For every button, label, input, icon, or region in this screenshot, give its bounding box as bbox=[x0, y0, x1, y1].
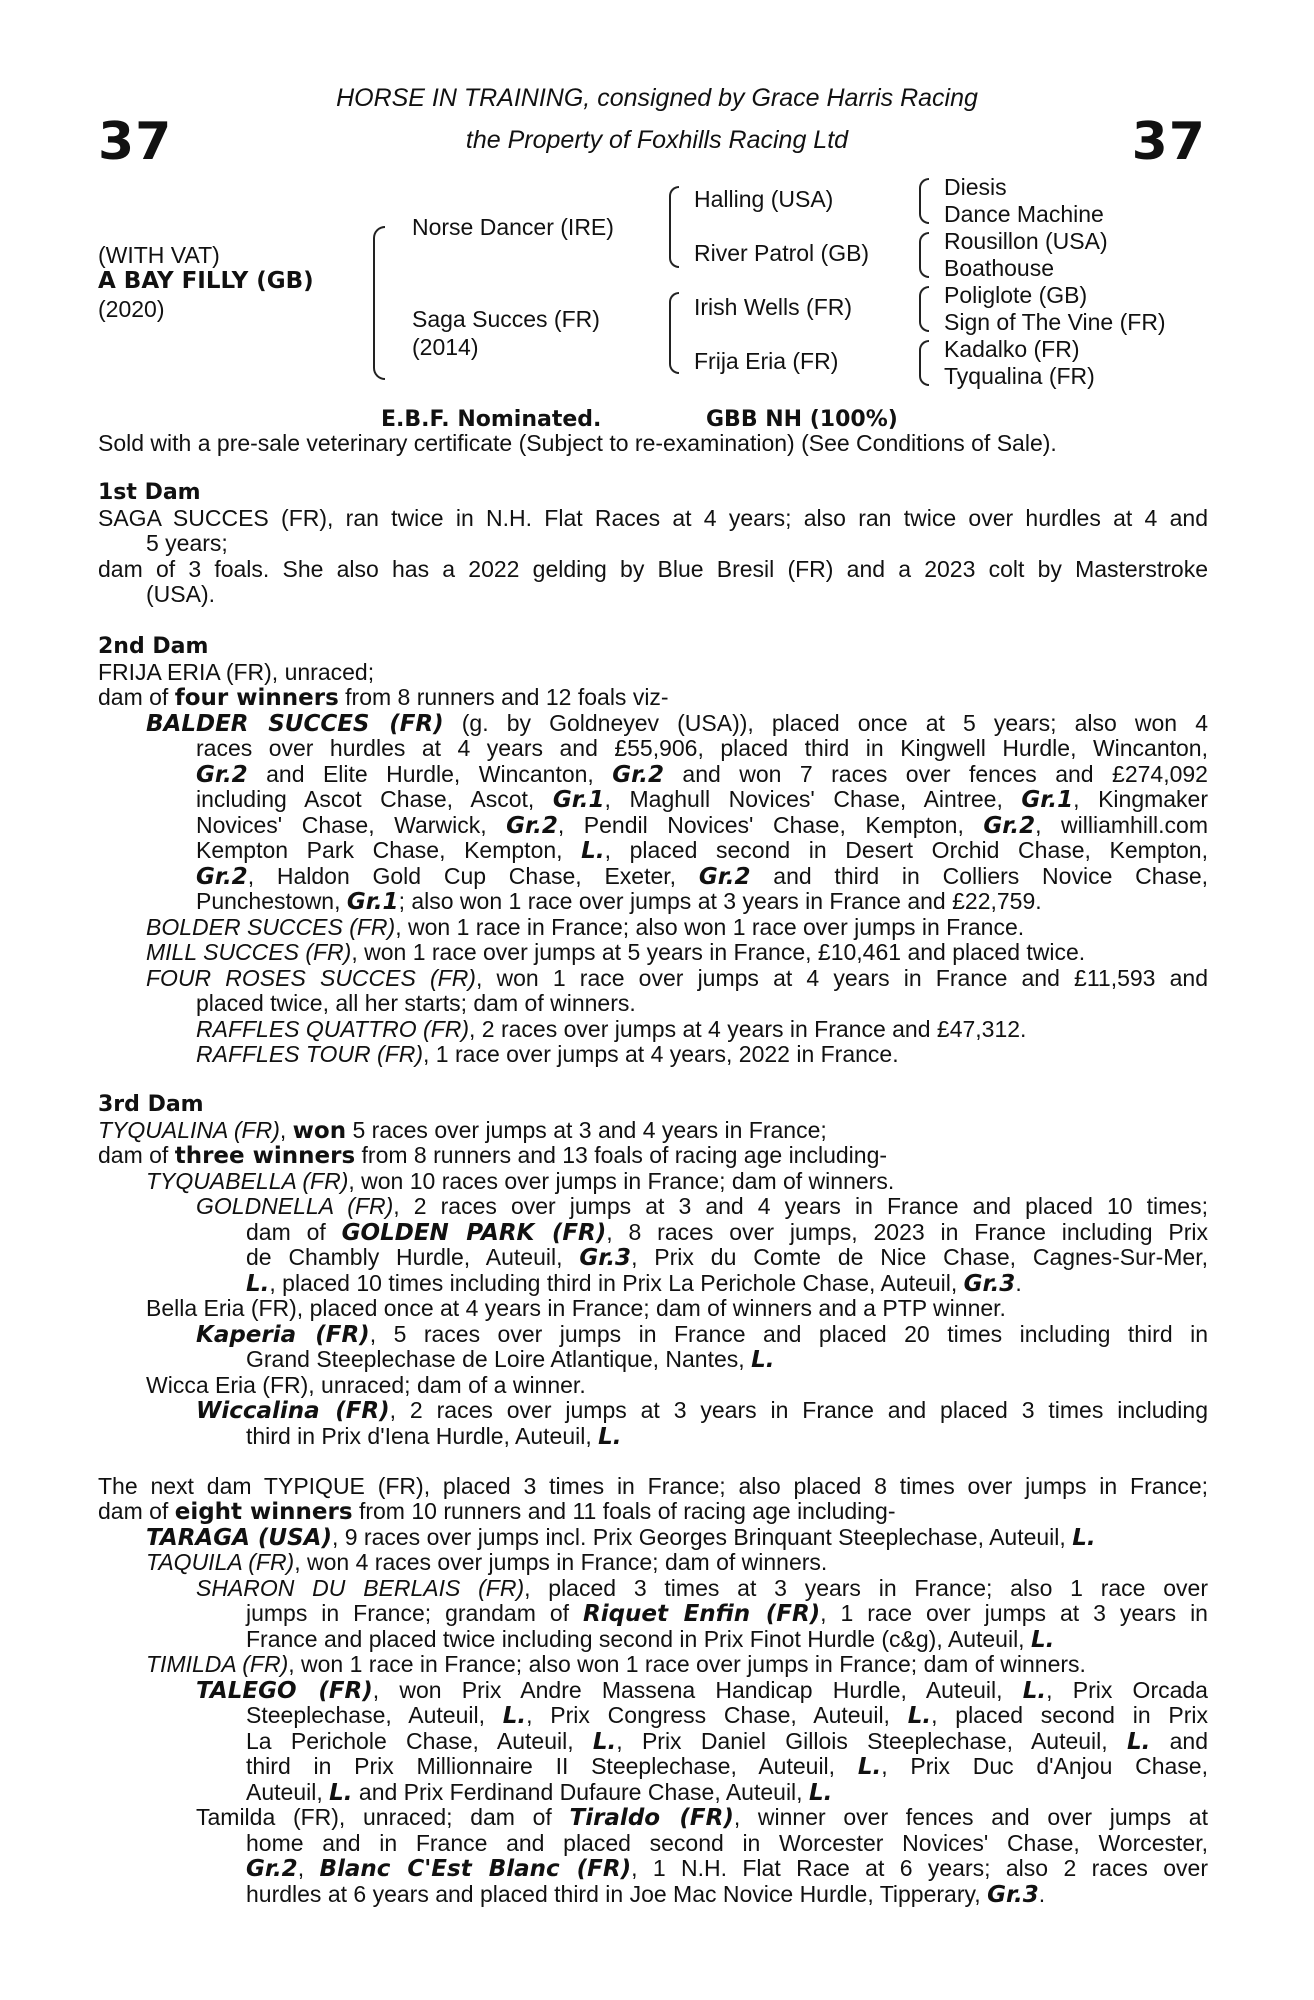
text-span: , williamhill.com bbox=[1035, 812, 1209, 838]
vet-note: Sold with a pre-sale veterinary certificate (Subject to re-examination) (See Conditions of Sale). bbox=[98, 430, 1057, 456]
text-span: from 8 runners and 13 foals of racing age including- bbox=[355, 1142, 888, 1168]
first-dam-heading: 1st Dam bbox=[98, 480, 201, 505]
text-span: Gr.3 bbox=[963, 1271, 1016, 1297]
entry-line: home and in France and placed second in Worcester Novices' Chase, Worcester, bbox=[246, 1830, 1208, 1856]
dam-dam: Frija Eria (FR) bbox=[694, 348, 839, 374]
text-span: L. bbox=[1022, 1678, 1047, 1704]
text-span: BOLDER SUCCES (FR) bbox=[146, 914, 396, 940]
text-span: L. bbox=[857, 1754, 882, 1780]
text-span: Novices' Chase, Warwick, bbox=[196, 812, 507, 838]
text-span: , 8 races over jumps, 2023 in France including Prix bbox=[606, 1219, 1208, 1245]
consignor-line: HORSE IN TRAINING, consigned by Grace Harris Racing bbox=[336, 84, 978, 112]
text-span: GOLDNELLA (FR) bbox=[196, 1193, 394, 1219]
text-span: third in Prix d'Iena Hurdle, Auteuil, bbox=[246, 1423, 599, 1449]
text-span: dam of bbox=[98, 1498, 175, 1524]
text-span: Blanc C'Est Blanc (FR) bbox=[319, 1856, 632, 1882]
sharon-du-berlais-entry bbox=[196, 1576, 1208, 1602]
text-span: , Prix Duc d'Anjou Chase, bbox=[881, 1753, 1208, 1779]
text-span: , Prix du Comte de Nice Chase, Cagnes-Sur-Mer, bbox=[631, 1244, 1208, 1270]
lot-number-left: 37 bbox=[98, 112, 173, 172]
wiccalina-entry bbox=[196, 1398, 1208, 1425]
first-dam-line: 5 years; bbox=[146, 530, 228, 556]
entry-line bbox=[246, 1627, 1054, 1654]
text-span: ; also won 1 race over jumps at 3 years in France and £22,759. bbox=[398, 888, 1042, 914]
text-span: Gr.2 bbox=[983, 813, 1036, 839]
entry-line: placed twice, all her starts; dam of winners. bbox=[196, 990, 636, 1016]
text-span: FOUR ROSES SUCCES (FR) bbox=[146, 965, 476, 991]
entry-line bbox=[246, 1220, 1208, 1247]
raffles-tour-entry bbox=[196, 1042, 899, 1068]
text-span: Gr.3 bbox=[579, 1245, 632, 1271]
text-span: TAQUILA (FR) bbox=[146, 1549, 295, 1575]
text-span: L. bbox=[1126, 1729, 1151, 1755]
bracket-g1 bbox=[919, 178, 929, 202]
text-span: and third in Colliers Novice Chase, bbox=[750, 863, 1208, 889]
text-span: and won 7 races over fences and £274,092 bbox=[663, 761, 1208, 787]
next-dam-produce bbox=[98, 1499, 896, 1526]
text-span: , won 1 race over jumps at 5 years in France, £10,461 and placed twice. bbox=[351, 939, 1086, 965]
second-dam-heading: 2nd Dam bbox=[98, 634, 209, 659]
bella-eria-entry: Bella Eria (FR), placed once at 4 years in France; dam of winners and a PTP winner. bbox=[146, 1295, 1006, 1321]
second-dam-produce bbox=[98, 685, 669, 712]
text-span: , won Prix Andre Massena Handicap Hurdle, Auteuil, bbox=[372, 1677, 1023, 1703]
text-span: L. bbox=[246, 1271, 270, 1297]
text-span: TIMILDA (FR) bbox=[146, 1651, 289, 1677]
text-span: from 10 runners and 11 foals of racing age including- bbox=[352, 1498, 896, 1524]
bracket-g4 bbox=[919, 340, 929, 364]
text-span: L. bbox=[329, 1780, 353, 1806]
text-span: Punchestown, bbox=[196, 888, 347, 914]
ancestor: Tyqualina (FR) bbox=[944, 363, 1095, 389]
text-span: , Prix Orcada bbox=[1046, 1677, 1208, 1703]
entry-line bbox=[246, 1245, 1208, 1272]
text-span: SHARON DU BERLAIS (FR) bbox=[196, 1575, 525, 1601]
kaperia-entry bbox=[196, 1322, 1208, 1349]
text: from 8 runners and 12 foals viz- bbox=[338, 684, 669, 710]
text-span: Gr.2 bbox=[196, 762, 248, 788]
timilda-entry bbox=[146, 1652, 1086, 1678]
text-span: . bbox=[1038, 1881, 1046, 1907]
bracket-top bbox=[373, 226, 385, 304]
text-span: . bbox=[1015, 1270, 1022, 1296]
text-span: Gr.2 bbox=[506, 813, 558, 839]
taquila-entry bbox=[146, 1550, 827, 1576]
text-span: and Prix Ferdinand Dufaure Chase, Auteuil, bbox=[352, 1779, 809, 1805]
balder-succes-entry bbox=[146, 711, 1208, 738]
text-span: , 2 races over jumps at 4 years in France and £47,312. bbox=[469, 1016, 1027, 1042]
text-span: Tiraldo (FR) bbox=[569, 1805, 734, 1831]
text-span: Gr.2 bbox=[612, 762, 664, 788]
entry-line: races over hurdles at 4 years and £55,906, placed third in Kingwell Hurdle, Wincanton, bbox=[196, 735, 1208, 761]
bracket-dam-top bbox=[669, 292, 679, 334]
text-span: , placed 10 times including third in Prix La Perichole Chase, Auteuil, bbox=[269, 1270, 964, 1296]
entry-line bbox=[246, 1271, 1022, 1298]
text: (g. by Goldneyev (USA)), placed once at 5 years; also won 4 bbox=[443, 710, 1208, 736]
ancestor: Boathouse bbox=[944, 255, 1054, 281]
text-span: Tamilda (FR), unraced; dam of bbox=[196, 1804, 570, 1830]
text-span: , 2 races over jumps at 3 years in France and placed 3 times including bbox=[389, 1397, 1209, 1423]
entry-line bbox=[246, 1856, 1208, 1883]
text-span: GOLDEN PARK (FR) bbox=[341, 1220, 607, 1246]
text-span: won bbox=[292, 1118, 347, 1144]
entry-line bbox=[246, 1347, 774, 1374]
text-span: hurdles at 6 years and placed third in Joe Mac Novice Hurdle, Tipperary, bbox=[246, 1881, 988, 1907]
text-span: and bbox=[1150, 1728, 1209, 1754]
entry-line bbox=[246, 1729, 1208, 1756]
text-span: L. bbox=[581, 838, 605, 864]
entry-line bbox=[246, 1703, 1208, 1730]
text-span: TALEGO (FR) bbox=[196, 1678, 373, 1704]
text-span: , Kingmaker bbox=[1073, 786, 1209, 812]
text-span: jumps in France; grandam of bbox=[246, 1600, 583, 1626]
third-dam-produce bbox=[98, 1143, 887, 1170]
text-span: L. bbox=[502, 1703, 527, 1729]
text: dam of bbox=[98, 684, 175, 710]
text-span: eight winners bbox=[174, 1499, 353, 1525]
bracket-g4b bbox=[919, 362, 929, 386]
bracket-dam-bottom bbox=[669, 332, 679, 374]
sire-sire: Halling (USA) bbox=[694, 186, 834, 212]
entry-line bbox=[196, 813, 1208, 840]
foaling-year: (2020) bbox=[98, 296, 165, 322]
taraga-entry bbox=[146, 1525, 1096, 1552]
text-span: Gr.1 bbox=[552, 787, 605, 813]
text-span: Gr.1 bbox=[1021, 787, 1074, 813]
entry-line bbox=[246, 1424, 622, 1451]
text-span: , bbox=[279, 1117, 293, 1143]
horse-name: BALDER SUCCES (FR) bbox=[146, 711, 444, 737]
text-span: Gr.1 bbox=[346, 889, 399, 915]
text-span: , won 1 race in France; also won 1 race over jumps in France. bbox=[395, 914, 1025, 940]
sire: Norse Dancer (IRE) bbox=[412, 214, 614, 240]
bracket-sire-bottom bbox=[669, 226, 679, 268]
tyquabella-entry bbox=[146, 1169, 894, 1195]
text-span: L. bbox=[1030, 1627, 1055, 1653]
dam-year: (2014) bbox=[412, 334, 479, 360]
first-dam-line: (USA). bbox=[146, 581, 215, 607]
entry-line bbox=[196, 864, 1208, 891]
text-span: , winner over fences and over jumps at bbox=[733, 1804, 1208, 1830]
text-span: TYQUABELLA (FR) bbox=[146, 1168, 349, 1194]
entry-line bbox=[246, 1754, 1208, 1781]
ancestor: Kadalko (FR) bbox=[944, 336, 1080, 362]
text-span: 5 races over jumps at 3 and 4 years in France; bbox=[346, 1117, 827, 1143]
text-span: Gr.2 bbox=[246, 1856, 298, 1882]
text-span: L. bbox=[592, 1729, 617, 1755]
entry-line bbox=[196, 762, 1208, 789]
text-span: , 1 race over jumps at 4 years, 2022 in France. bbox=[423, 1041, 899, 1067]
text-span: three winners bbox=[174, 1143, 356, 1169]
text-span: , 2 races over jumps at 3 and 4 years in France and placed 10 times; bbox=[393, 1193, 1208, 1219]
ancestor: Sign of The Vine (FR) bbox=[944, 309, 1166, 335]
text-span: , won 1 race over jumps at 4 years in France and £11,593 and bbox=[475, 965, 1208, 991]
first-dam-line: SAGA SUCCES (FR), ran twice in N.H. Flat Races at 4 years; also ran twice over hurdles at 4 and bbox=[98, 505, 1208, 531]
bolder-succes-entry bbox=[146, 915, 1024, 941]
text-span: , won 4 races over jumps in France; dam of winners. bbox=[294, 1549, 828, 1575]
text-span: Kempton Park Chase, Kempton, bbox=[196, 837, 582, 863]
text-span: , 1 N.H. Flat Race at 6 years; also 2 races over bbox=[631, 1855, 1208, 1881]
ancestor: Diesis bbox=[944, 174, 1007, 200]
text-span: , Prix Congress Chase, Auteuil, bbox=[526, 1702, 908, 1728]
property-line: the Property of Foxhills Racing Ltd bbox=[465, 126, 849, 154]
text-span: , Pendil Novices' Chase, Kempton, bbox=[557, 812, 984, 838]
text-span: L. bbox=[1072, 1525, 1096, 1551]
text-span: L. bbox=[598, 1424, 622, 1450]
text-span: , won 10 races over jumps in France; dam of winners. bbox=[348, 1168, 895, 1194]
entry-line bbox=[196, 889, 1042, 916]
text-span: , placed second in Desert Orchid Chase, Kempton, bbox=[604, 837, 1208, 863]
text-span: , 1 race over jumps at 3 years in bbox=[820, 1600, 1208, 1626]
entry-line bbox=[196, 838, 1208, 865]
text-span: France and placed twice including second in Prix Finot Hurdle (c&g), Auteuil, bbox=[246, 1626, 1031, 1652]
entry-line bbox=[246, 1882, 1045, 1909]
text-span: TYQUALINA (FR) bbox=[98, 1117, 280, 1143]
first-dam-line: dam of 3 foals. She also has a 2022 gelding by Blue Bresil (FR) and a 2023 colt by Masterstroke bbox=[98, 556, 1208, 582]
dam: Saga Succes (FR) bbox=[412, 306, 600, 332]
winners-count: four winners bbox=[174, 685, 339, 711]
text-span: Wiccalina (FR) bbox=[196, 1398, 390, 1424]
text-span: Auteuil, bbox=[246, 1779, 330, 1805]
text-span: L. bbox=[808, 1780, 833, 1806]
next-dam-line: The next dam TYPIQUE (FR), placed 3 times in France; also placed 8 times over jumps in France; bbox=[98, 1473, 1208, 1499]
text-span: dam of bbox=[246, 1219, 342, 1245]
text-span: Steeplechase, Auteuil, bbox=[246, 1702, 503, 1728]
dam-sire: Irish Wells (FR) bbox=[694, 294, 853, 320]
four-roses-entry bbox=[146, 966, 1208, 992]
talego-entry bbox=[196, 1678, 1208, 1705]
text-span: Gr.2 bbox=[698, 864, 751, 890]
text-span: TARAGA (USA) bbox=[146, 1525, 332, 1551]
text-span: dam of bbox=[98, 1142, 175, 1168]
text-span: , Maghull Novices' Chase, Aintree, bbox=[604, 786, 1022, 812]
text-span: , bbox=[297, 1855, 320, 1881]
ebf-note: E.B.F. Nominated. bbox=[381, 407, 602, 432]
text-span: La Perichole Chase, Auteuil, bbox=[246, 1728, 593, 1754]
bracket-g2 bbox=[919, 232, 929, 256]
text-span: Riquet Enfin (FR) bbox=[582, 1601, 821, 1627]
text-span: , won 1 race in France; also won 1 race over jumps in France; dam of winners. bbox=[288, 1651, 1086, 1677]
horse-name: A BAY FILLY (GB) bbox=[98, 268, 314, 294]
bracket-g3 bbox=[919, 286, 929, 310]
bracket-g2b bbox=[919, 254, 929, 278]
text-span: Gr.2 bbox=[196, 864, 248, 890]
second-dam-line: FRIJA ERIA (FR), unraced; bbox=[98, 659, 375, 685]
third-dam-heading: 3rd Dam bbox=[98, 1092, 204, 1117]
entry-line bbox=[246, 1601, 1208, 1628]
goldnella-entry bbox=[196, 1194, 1208, 1220]
ancestor: Poliglote (GB) bbox=[944, 282, 1088, 308]
text-span: and Elite Hurdle, Wincanton, bbox=[247, 761, 613, 787]
text-span: , 9 races over jumps incl. Prix Georges Brinquant Steeplechase, Auteuil, bbox=[331, 1524, 1073, 1550]
ancestor: Rousillon (USA) bbox=[944, 228, 1108, 254]
entry-line bbox=[246, 1780, 832, 1807]
lot-number-right: 37 bbox=[1131, 112, 1206, 172]
bracket-g3b bbox=[919, 308, 929, 332]
text-span: , placed 3 times at 3 years in France; also 1 race over bbox=[524, 1575, 1208, 1601]
raffles-quattro-entry bbox=[196, 1017, 1026, 1043]
text-span: , 5 races over jumps in France and placed 20 times including third in bbox=[369, 1321, 1208, 1347]
text-span: de Chambly Hurdle, Auteuil, bbox=[246, 1244, 580, 1270]
text-span: , Haldon Gold Cup Chase, Exeter, bbox=[247, 863, 699, 889]
ancestor: Dance Machine bbox=[944, 201, 1104, 227]
text-span: third in Prix Millionnaire II Steeplechase, Auteuil, bbox=[246, 1753, 858, 1779]
bracket-bottom bbox=[373, 302, 385, 380]
text-span: , Prix Daniel Gillois Steeplechase, Auteuil, bbox=[616, 1728, 1127, 1754]
wicca-eria-entry: Wicca Eria (FR), unraced; dam of a winner. bbox=[146, 1372, 586, 1398]
third-dam-line bbox=[98, 1118, 827, 1145]
text-span: including Ascot Chase, Ascot, bbox=[196, 786, 553, 812]
tamilda-entry bbox=[196, 1805, 1208, 1832]
bracket-g1b bbox=[919, 200, 929, 224]
vat-label: (WITH VAT) bbox=[98, 242, 220, 268]
text-span: L. bbox=[751, 1347, 775, 1373]
gbb-note: GBB NH (100%) bbox=[706, 407, 898, 432]
entry-line bbox=[196, 787, 1208, 814]
sire-dam: River Patrol (GB) bbox=[694, 240, 870, 266]
text-span: L. bbox=[907, 1703, 932, 1729]
text-span: RAFFLES TOUR (FR) bbox=[196, 1041, 424, 1067]
text-span: MILL SUCCES (FR) bbox=[146, 939, 352, 965]
text-span: Gr.3 bbox=[987, 1882, 1039, 1908]
text-span: Kaperia (FR) bbox=[196, 1322, 370, 1348]
text-span: RAFFLES QUATTRO (FR) bbox=[196, 1016, 470, 1042]
bracket-sire-top bbox=[669, 186, 679, 228]
text-span: Grand Steeplechase de Loire Atlantique, Nantes, bbox=[246, 1346, 752, 1372]
text-span: , placed second in Prix bbox=[931, 1702, 1209, 1728]
mill-succes-entry bbox=[146, 940, 1085, 966]
